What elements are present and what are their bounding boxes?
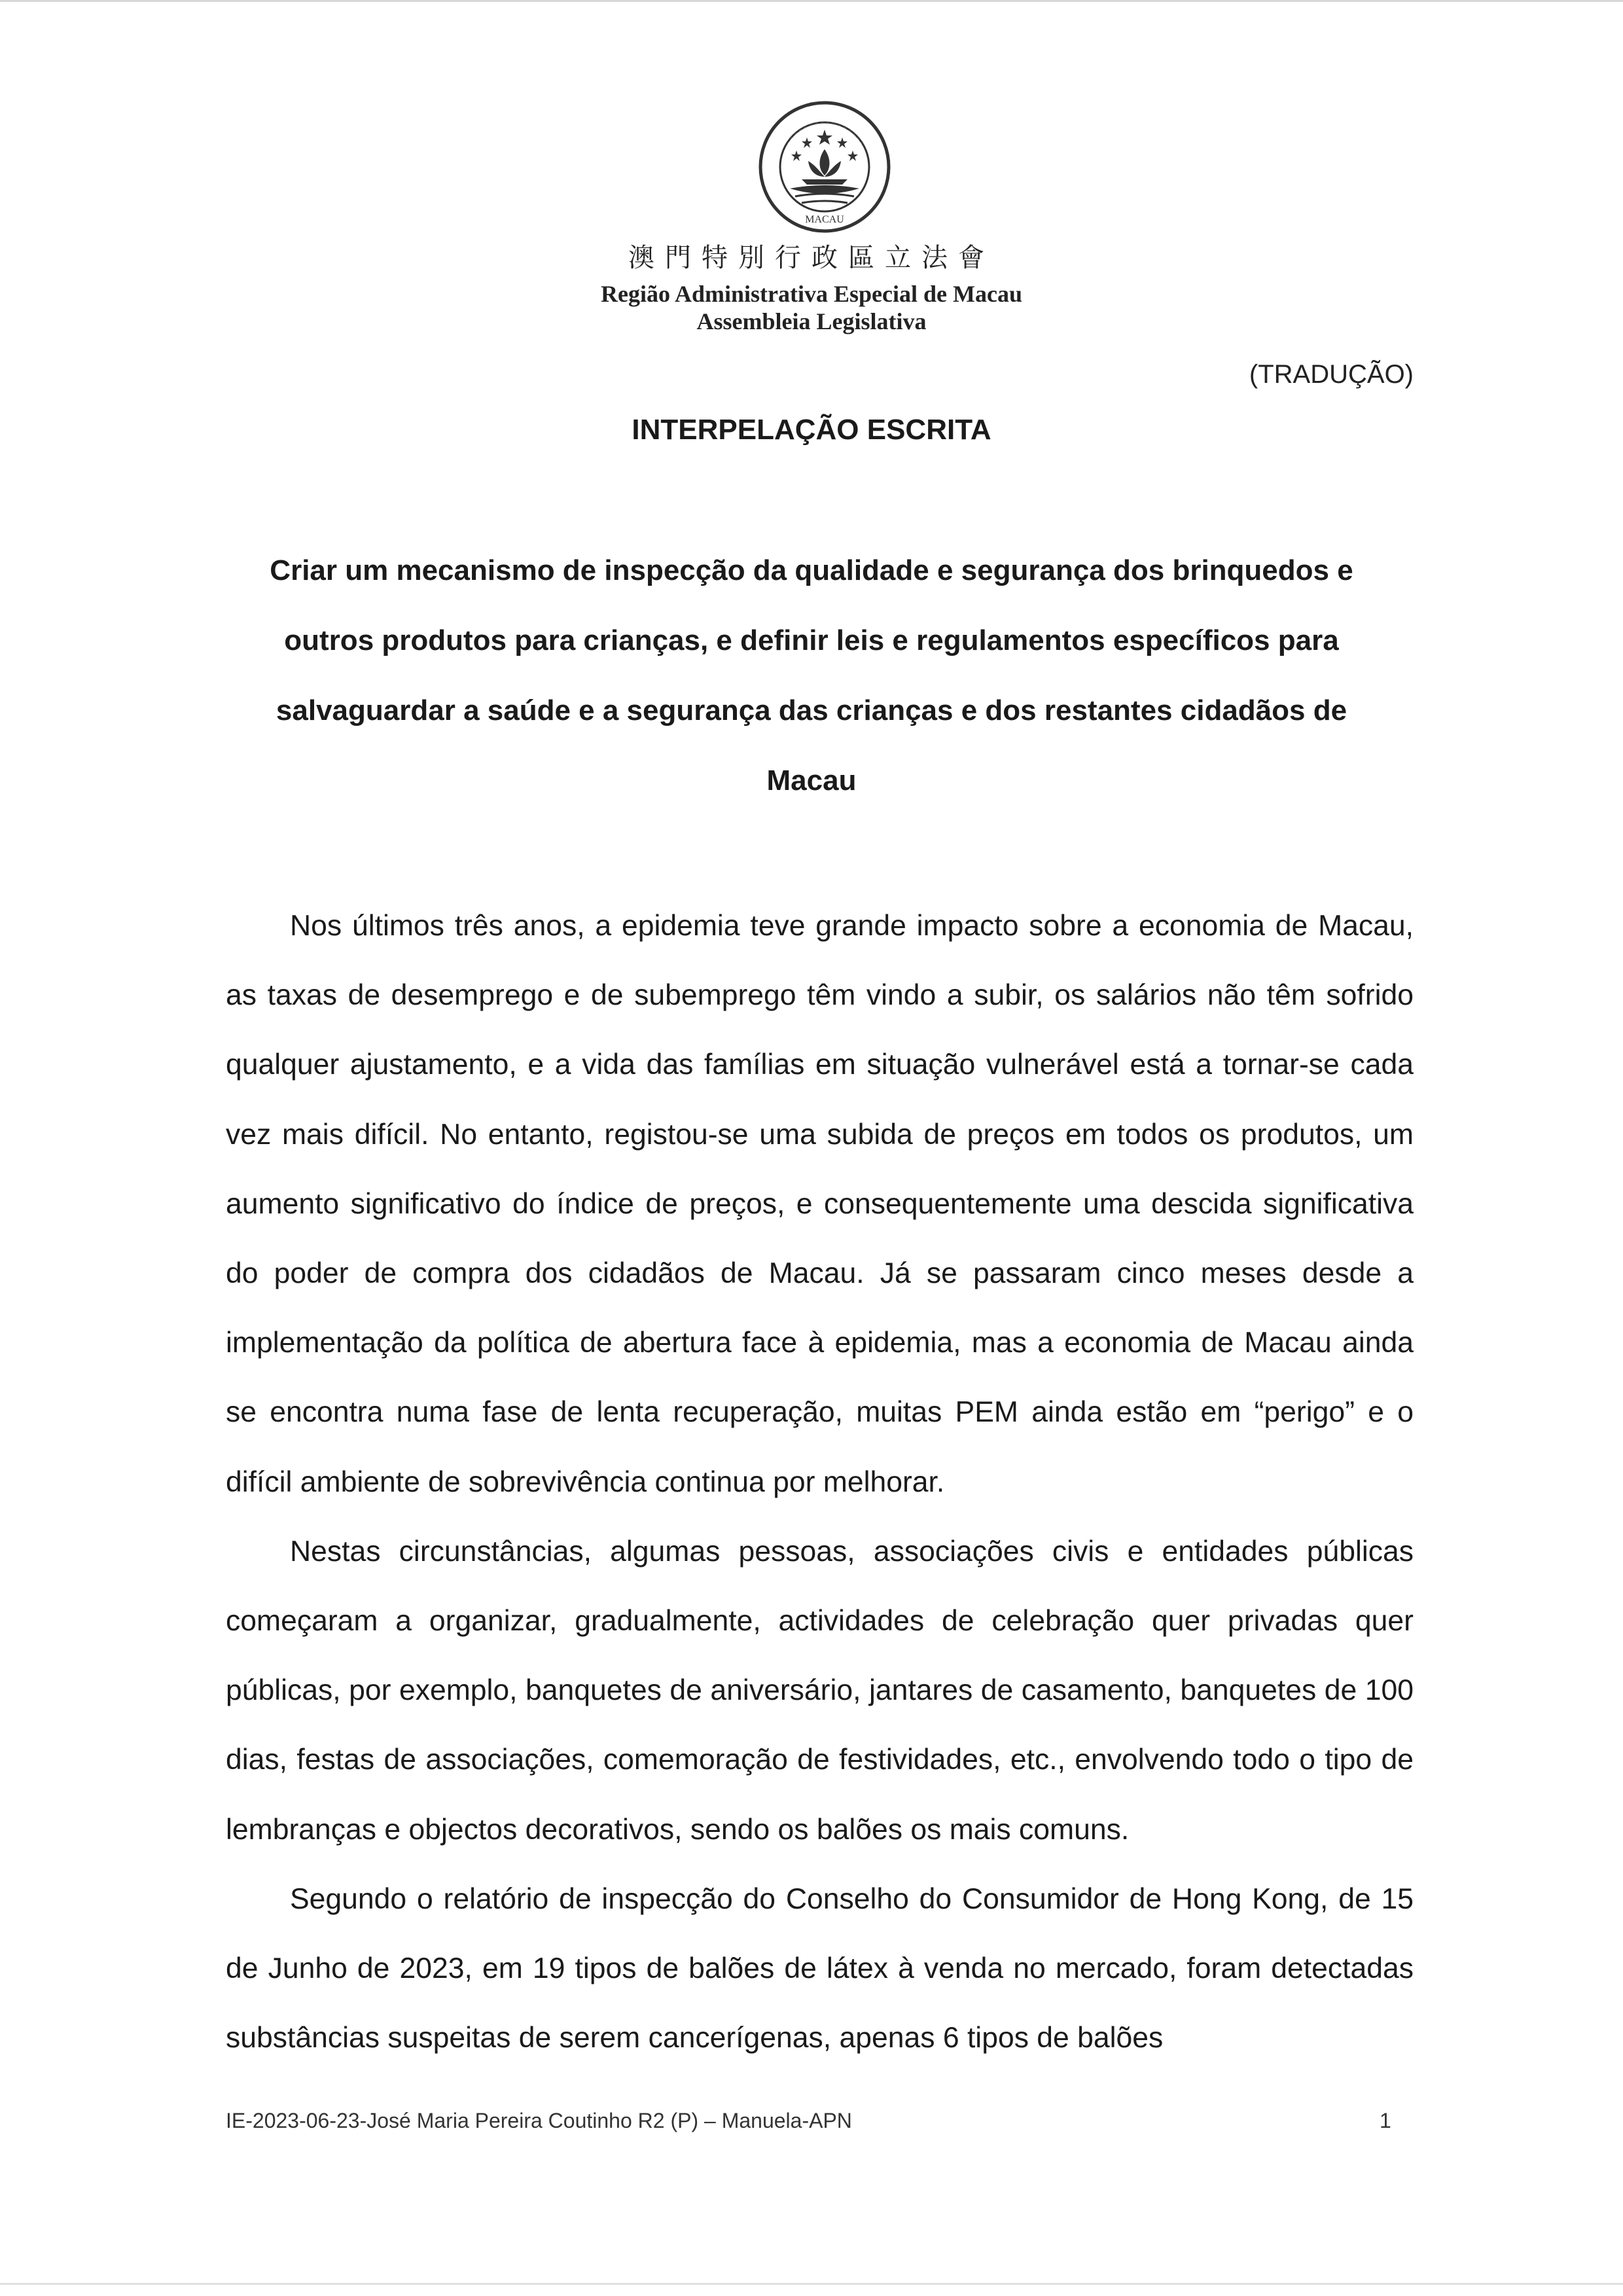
emblem-ring-text-pt: MACAU [805, 214, 844, 225]
page-number: 1 [1380, 2109, 1391, 2132]
body-paragraph: Segundo o relatório de inspecção do Conselho do Consumidor de Hong Kong, de 15 de Junho de 2023, em 19 tipos de balões de látex à venda no mercado, foram detectadas substâncias suspeitas de serem cancerígenas, apenas 6 tipos de balões [226, 1882, 1414, 2054]
region-name-portuguese: Região Administrativa Especial de Macau [601, 281, 1022, 307]
scan-edge-top [0, 0, 1623, 2]
scan-edge-bottom [0, 2283, 1623, 2285]
document-title: INTERPELAÇÃO ESCRITA [632, 414, 991, 446]
body-text [226, 891, 1414, 2073]
body-paragraph: Nestas circunstâncias, algumas pessoas, associações civis e entidades públicas começaram a organizar, gradualmente, actividades de celebração quer privadas quer públicas, por exemplo, banquetes de aniversário, jantares de casamento, banquetes de 100 dias, festas de associações, comemoração de festividades, etc., envolvendo todo o tipo de lembranças e objectos decorativos, sendo os balões os mais comuns. [226, 1535, 1414, 1846]
body-paragraph: Nos últimos três anos, a epidemia teve grande impacto sobre a economia de Macau, as taxas de desemprego e de subemprego têm vindo a subir, os salários não têm sofrido qualquer ajustamento, e a vida das famílias em situação vulnerável está a tornar-se cada vez mais difícil. No entanto, registou-se uma subida de preços em todos os produtos, um aumento significativo do índice de preços, e consequentemente uma descida significativa do poder de compra dos cidadãos de Macau. Já se passaram cinco meses desde a implementação da política de abertura face à epidemia, mas a economia de Macau ainda se encontra numa fase de lenta recuperação, muitas PEM ainda estão em “perigo” e o difícil ambiente de sobrevivência continua por melhorar. [226, 910, 1414, 1498]
footer-reference: IE-2023-06-23-José Maria Pereira Coutinho R2 (P) – Manuela-APN [226, 2109, 852, 2132]
macau-legislative-assembly-emblem-icon [756, 98, 893, 236]
assembly-name-portuguese: Assembleia Legislativa [696, 308, 927, 334]
translation-note: (TRADUÇÃO) [1249, 360, 1414, 389]
subject-heading: Criar um mecanismo de inspecção da qualidade e segurança dos brinquedos e outros produtos para crianças, e definir leis e regulamentos específicos para salvaguardar a saúde e a segurança das crianças e dos restantes cidadãos de Macau [270, 554, 1353, 797]
assembly-name-chinese: 澳門特別行政區立法會 [628, 243, 995, 273]
